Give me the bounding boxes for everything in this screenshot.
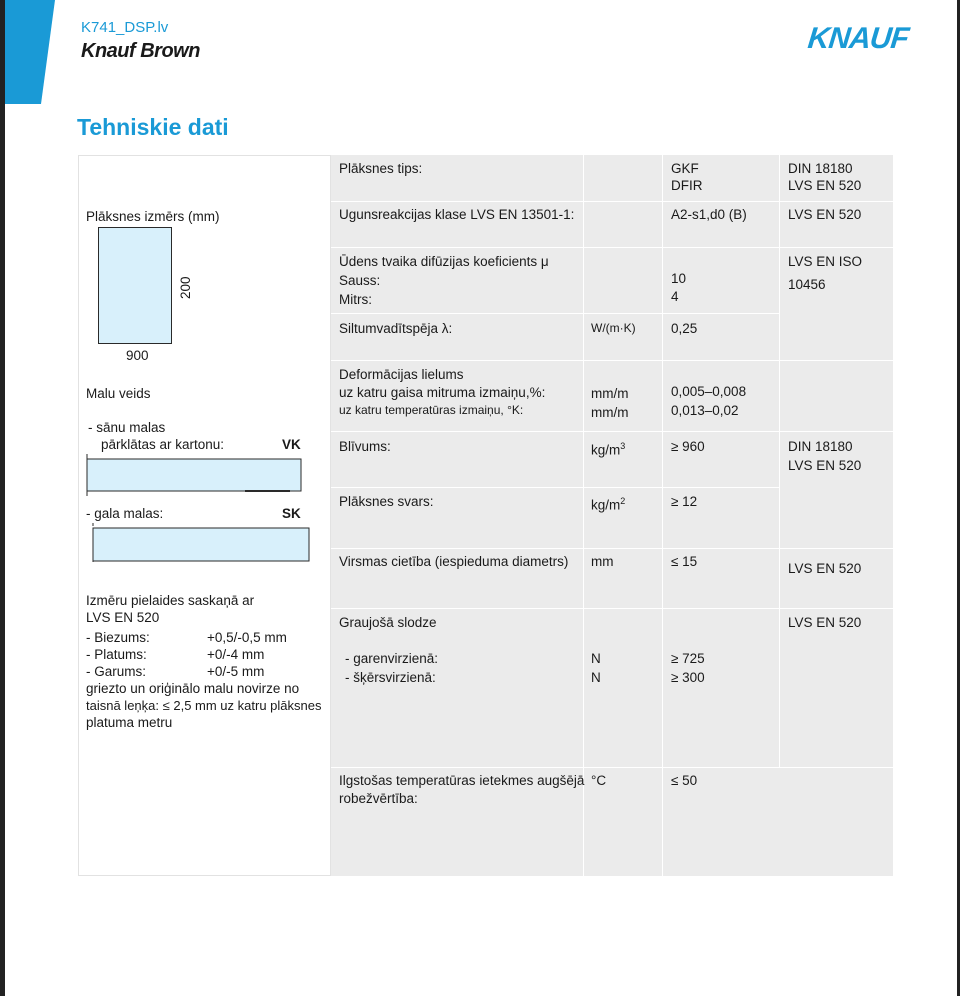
tolerance-standard: LVS EN 520 bbox=[86, 610, 160, 625]
vapour-dry-value: 10 bbox=[671, 271, 687, 286]
tolerance-heading: Izmēru pielaides saskaņā ar bbox=[86, 593, 255, 608]
breaking-load-unit: N bbox=[591, 651, 601, 666]
weight-unit: $kg/m^2$ bbox=[591, 496, 626, 513]
vapour-standard: 10456 bbox=[788, 277, 826, 292]
board-size-diagram bbox=[98, 227, 172, 344]
blue-corner-tab bbox=[5, 0, 55, 104]
fire-class-standard: LVS EN 520 bbox=[788, 207, 862, 222]
temperature-label-2: robežvērtība: bbox=[339, 791, 418, 806]
row-divider bbox=[331, 431, 893, 432]
temperature-value: ≤ 50 bbox=[671, 773, 698, 788]
breaking-load-transverse-value: ≥ 300 bbox=[671, 670, 705, 685]
density-unit: $kg/m^3$ bbox=[591, 441, 626, 458]
breaking-load-longitudinal-label: - garenvirzienā: bbox=[345, 651, 439, 666]
tolerance-label: - Platums: bbox=[86, 647, 147, 662]
vapour-dry-label: Sauss: bbox=[339, 273, 381, 288]
density-value: ≥ 960 bbox=[671, 439, 705, 454]
deviation-note-3: platuma metru bbox=[86, 715, 173, 730]
board-height-dimension: 200 bbox=[178, 276, 193, 299]
weight-label: Plāksnes svars: bbox=[339, 494, 434, 509]
deformation-unit: mm/m bbox=[591, 405, 629, 420]
side-edges-label: - sānu malas bbox=[88, 420, 166, 435]
breaking-load-standard: LVS EN 520 bbox=[788, 615, 862, 630]
conductivity-unit: W/(m·K) bbox=[591, 321, 636, 335]
product-name: Knauf Brown bbox=[81, 40, 200, 62]
sk-edge-profile bbox=[91, 521, 311, 567]
hardness-standard: LVS EN 520 bbox=[788, 561, 862, 576]
board-type-value: GKF bbox=[671, 161, 699, 176]
deformation-humidity-value: 0,005–0,008 bbox=[671, 384, 747, 399]
vapour-standard: LVS EN ISO bbox=[788, 254, 863, 269]
end-edges-label: - gala malas: bbox=[86, 506, 164, 521]
side-edges-label-2: pārklātas ar kartonu: bbox=[101, 437, 225, 452]
left-border bbox=[0, 0, 5, 996]
board-size-label: Plāksnes izmērs (mm) bbox=[86, 209, 220, 224]
breaking-load-unit: N bbox=[591, 670, 601, 685]
deviation-note-2: taisnā leņķa: ≤ 2,5 mm uz katru plāksnes bbox=[86, 698, 322, 713]
board-type-value: DFIR bbox=[671, 178, 703, 193]
row-divider bbox=[331, 313, 779, 314]
tolerance-label: - Biezums: bbox=[86, 630, 150, 645]
tolerance-value: +0/-4 mm bbox=[207, 647, 265, 662]
hardness-unit: mm bbox=[591, 554, 614, 569]
vapour-wet-value: 4 bbox=[671, 289, 679, 304]
conductivity-label: Siltumvadītspēja λ: bbox=[339, 321, 453, 336]
board-info-panel bbox=[78, 155, 331, 876]
conductivity-value: 0,25 bbox=[671, 321, 698, 336]
board-type-standard: LVS EN 520 bbox=[788, 178, 862, 193]
end-edges-code: SK bbox=[282, 506, 301, 521]
vapour-diffusion-label: Ūdens tvaika difūzijas koeficients μ bbox=[339, 254, 549, 269]
breaking-load-label: Graujošā slodze bbox=[339, 615, 437, 630]
row-divider bbox=[331, 487, 779, 488]
row-divider bbox=[331, 360, 893, 361]
deformation-label: Deformācijas lielums bbox=[339, 367, 464, 382]
tolerance-value: +0,5/-0,5 mm bbox=[207, 630, 287, 645]
hardness-value: ≤ 15 bbox=[671, 554, 698, 569]
board-width-dimension: 900 bbox=[126, 348, 149, 363]
fire-class-label: Ugunsreakcijas klase LVS EN 13501-1: bbox=[339, 207, 575, 222]
breaking-load-longitudinal-value: ≥ 725 bbox=[671, 651, 705, 666]
density-label: Blīvums: bbox=[339, 439, 391, 454]
side-edges-code: VK bbox=[282, 437, 301, 452]
board-type-label: Plāksnes tips: bbox=[339, 161, 423, 176]
temperature-label: Ilgstošas temperatūras ietekmes augšējā bbox=[339, 773, 585, 788]
fire-class-value: A2-s1,d0 (B) bbox=[671, 207, 747, 222]
edge-type-label: Malu veids bbox=[86, 386, 151, 401]
deformation-humidity-label: uz katru gaisa mitruma izmaiņu,%: bbox=[339, 385, 546, 400]
board-type-standard: DIN 18180 bbox=[788, 161, 853, 176]
row-divider bbox=[331, 767, 893, 768]
deformation-temperature-label: uz katru temperatūras izmaiņu, °K: bbox=[339, 403, 524, 417]
weight-value: ≥ 12 bbox=[671, 494, 698, 509]
temperature-unit: °C bbox=[591, 773, 607, 788]
row-divider bbox=[331, 548, 893, 549]
density-standard: DIN 18180 bbox=[788, 439, 853, 454]
deviation-note-1: griezto un oriģinālo malu novirze no bbox=[86, 681, 300, 696]
hardness-label: Virsmas cietība (iespieduma diametrs) bbox=[339, 554, 569, 569]
row-divider bbox=[331, 201, 893, 202]
breaking-load-transverse-label: - šķērsvirzienā: bbox=[345, 670, 436, 685]
vapour-wet-label: Mitrs: bbox=[339, 292, 372, 307]
knauf-logo: KNAUF bbox=[806, 22, 910, 55]
deformation-temperature-value: 0,013–0,02 bbox=[671, 403, 739, 418]
density-standard: LVS EN 520 bbox=[788, 458, 862, 473]
row-divider bbox=[331, 608, 893, 609]
document-code: K741_DSP.lv bbox=[81, 19, 169, 36]
row-divider bbox=[331, 247, 893, 248]
vk-edge-profile bbox=[85, 452, 305, 498]
deformation-unit: mm/m bbox=[591, 386, 629, 401]
technical-data-table bbox=[331, 155, 893, 876]
section-title: Tehniskie dati bbox=[77, 114, 229, 140]
tolerance-value: +0/-5 mm bbox=[207, 664, 265, 679]
tolerance-label: - Garums: bbox=[86, 664, 147, 679]
